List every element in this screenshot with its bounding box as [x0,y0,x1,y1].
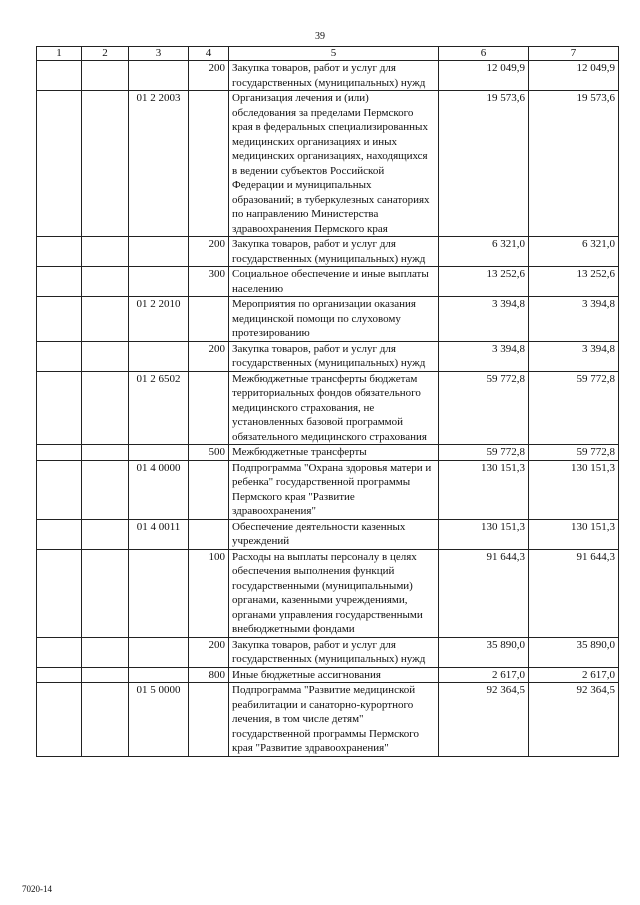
table-row [37,267,619,297]
amount-plan-cell: 3 394,8 [439,341,529,371]
subsection-code-cell [82,683,129,757]
table-row [37,637,619,667]
amount-plan-cell: 19 573,6 [439,91,529,237]
expense-type-code-cell: 100 [189,549,229,637]
amount-plan-cell: 12 049,9 [439,61,529,91]
table-row [37,91,619,237]
table-row [37,460,619,519]
amount-plan-cell: 59 772,8 [439,445,529,461]
table-body [37,61,619,757]
amount-fact-cell: 59 772,8 [529,445,619,461]
amount-fact-cell: 13 252,6 [529,267,619,297]
col-header-1: 1 [37,47,82,61]
section-code-cell [37,341,82,371]
description-cell: Закупка товаров, работ и услуг для государственных (муниципальных) нужд [229,637,439,667]
table-row [37,445,619,461]
table-row [37,667,619,683]
expense-type-code-cell: 500 [189,445,229,461]
expense-type-code-cell: 200 [189,237,229,267]
target-article-code-cell [129,637,189,667]
amount-plan-cell: 59 772,8 [439,371,529,445]
description-cell: Социальное обеспечение и иные выплаты населению [229,267,439,297]
section-code-cell [37,237,82,267]
subsection-code-cell [82,445,129,461]
subsection-code-cell [82,549,129,637]
subsection-code-cell [82,371,129,445]
description-cell: Закупка товаров, работ и услуг для государственных (муниципальных) нужд [229,237,439,267]
subsection-code-cell [82,267,129,297]
description-cell: Закупка товаров, работ и услуг для государственных (муниципальных) нужд [229,61,439,91]
subsection-code-cell [82,519,129,549]
table-row [37,371,619,445]
section-code-cell [37,445,82,461]
target-article-code-cell [129,667,189,683]
target-article-code-cell: 01 2 2010 [129,297,189,342]
expense-type-code-cell [189,460,229,519]
target-article-code-cell [129,549,189,637]
description-cell: Закупка товаров, работ и услуг для государственных (муниципальных) нужд [229,341,439,371]
section-code-cell [37,519,82,549]
description-cell: Мероприятия по организации оказания медицинской помощи по слуховому протезированию [229,297,439,342]
description-cell: Межбюджетные трансферты бюджетам территориальных фондов обязательного медицинского страхования, не установленных базовой программой обязательного медицинского страхования [229,371,439,445]
amount-fact-cell: 35 890,0 [529,637,619,667]
section-code-cell [37,267,82,297]
target-article-code-cell [129,61,189,91]
expense-type-code-cell: 200 [189,341,229,371]
subsection-code-cell [82,91,129,237]
expense-type-code-cell: 300 [189,267,229,297]
section-code-cell [37,297,82,342]
table-row [37,61,619,91]
header-row [37,47,619,61]
amount-plan-cell: 2 617,0 [439,667,529,683]
table-row [37,237,619,267]
amount-plan-cell: 130 151,3 [439,519,529,549]
description-cell: Межбюджетные трансферты [229,445,439,461]
amount-fact-cell: 12 049,9 [529,61,619,91]
description-cell: Иные бюджетные ассигнования [229,667,439,683]
target-article-code-cell [129,445,189,461]
description-cell: Подпрограмма "Охрана здоровья матери и ребенка" государственной программы Пермского края "Развитие здравоохранения" [229,460,439,519]
amount-plan-cell: 91 644,3 [439,549,529,637]
amount-fact-cell: 3 394,8 [529,297,619,342]
col-header-3: 3 [129,47,189,61]
target-article-code-cell: 01 2 6502 [129,371,189,445]
subsection-code-cell [82,237,129,267]
amount-plan-cell: 92 364,5 [439,683,529,757]
table-row [37,549,619,637]
table-row [37,341,619,371]
section-code-cell [37,549,82,637]
amount-plan-cell: 35 890,0 [439,637,529,667]
amount-fact-cell: 2 617,0 [529,667,619,683]
description-cell: Подпрограмма "Развитие медицинской реабилитации и санаторно-курортного лечения, в том числе детям" государственной программы Пермского края "Развитие здравоохранения" [229,683,439,757]
page-number: 39 [315,31,325,42]
subsection-code-cell [82,667,129,683]
target-article-code-cell [129,237,189,267]
section-code-cell [37,61,82,91]
section-code-cell [37,91,82,237]
expense-type-code-cell [189,371,229,445]
amount-plan-cell: 3 394,8 [439,297,529,342]
expense-type-code-cell [189,91,229,237]
expense-type-code-cell: 200 [189,637,229,667]
table-row [37,297,619,342]
target-article-code-cell [129,267,189,297]
subsection-code-cell [82,341,129,371]
expense-type-code-cell [189,519,229,549]
target-article-code-cell: 01 4 0011 [129,519,189,549]
target-article-code-cell: 01 5 0000 [129,683,189,757]
amount-fact-cell: 3 394,8 [529,341,619,371]
amount-plan-cell: 13 252,6 [439,267,529,297]
amount-fact-cell: 92 364,5 [529,683,619,757]
section-code-cell [37,637,82,667]
subsection-code-cell [82,637,129,667]
amount-plan-cell: 130 151,3 [439,460,529,519]
section-code-cell [37,371,82,445]
col-header-6: 6 [439,47,529,61]
amount-fact-cell: 6 321,0 [529,237,619,267]
section-code-cell [37,460,82,519]
col-header-4: 4 [189,47,229,61]
section-code-cell [37,683,82,757]
col-header-2: 2 [82,47,129,61]
amount-fact-cell: 130 151,3 [529,519,619,549]
table-row [37,683,619,757]
description-cell: Обеспечение деятельности казенных учреждений [229,519,439,549]
amount-fact-cell: 59 772,8 [529,371,619,445]
expense-type-code-cell [189,683,229,757]
section-code-cell [37,667,82,683]
amount-fact-cell: 130 151,3 [529,460,619,519]
subsection-code-cell [82,297,129,342]
subsection-code-cell [82,61,129,91]
target-article-code-cell [129,341,189,371]
col-header-5: 5 [229,47,439,61]
subsection-code-cell [82,460,129,519]
amount-fact-cell: 19 573,6 [529,91,619,237]
expense-type-code-cell: 800 [189,667,229,683]
target-article-code-cell: 01 4 0000 [129,460,189,519]
expense-type-code-cell: 200 [189,61,229,91]
amount-fact-cell: 91 644,3 [529,549,619,637]
budget-table [36,46,619,757]
amount-plan-cell: 6 321,0 [439,237,529,267]
description-cell: Организация лечения и (или) обследования за пределами Пермского края в федеральных специализированных медицинских организациях и иных медицинских организациях, находящихся в ведении субъектов Российской Федерации и муниципальных образований; в туберкулезных санаториях по направлению Министерства здравоохранения Пермского края [229,91,439,237]
table-row [37,519,619,549]
col-header-7: 7 [529,47,619,61]
description-cell: Расходы на выплаты персоналу в целях обеспечения выполнения функций государственными (муниципальными) органами, казенными учреждениями, органами управления государственными внебюджетными фондами [229,549,439,637]
target-article-code-cell: 01 2 2003 [129,91,189,237]
expense-type-code-cell [189,297,229,342]
footer-code: 7020-14 [22,884,52,894]
